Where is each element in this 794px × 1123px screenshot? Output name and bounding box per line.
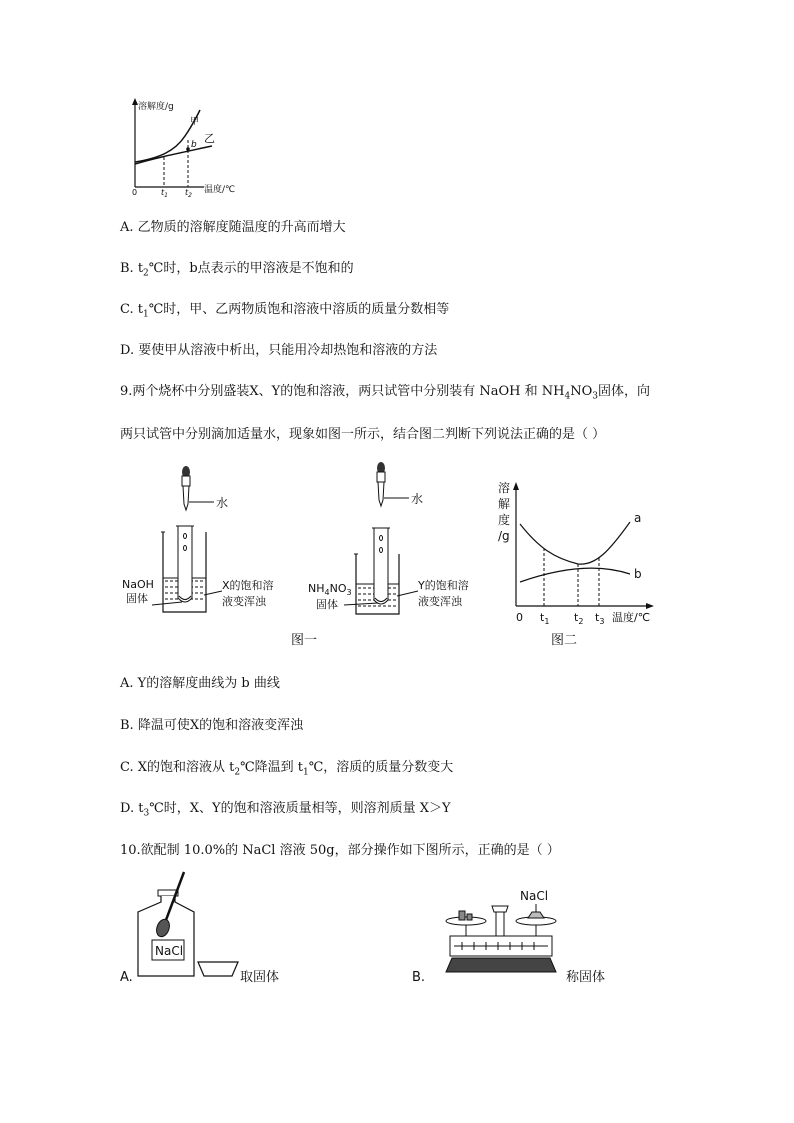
q8-option-a: A. 乙物质的溶解度随温度的升高而增大 — [120, 220, 346, 235]
x-axis-label: 温度/℃ — [204, 185, 236, 195]
y-axis-char-2: 解 — [498, 497, 511, 511]
t1-label: $t_1$ — [161, 188, 168, 199]
option-b-letter: B. — [412, 970, 426, 985]
q9-figure-one — [118, 460, 498, 648]
q8-option-d: D. 要使甲从溶液中析出，只能用冷却热饱和溶液的方法 — [120, 343, 438, 358]
curve-jia-label: 甲 — [190, 117, 200, 127]
q10-option-a-figure — [118, 868, 288, 986]
y-solution-label-1: Y的饱和溶 — [418, 579, 469, 592]
water-label-left: 水 — [216, 496, 229, 510]
q9-option-c: C. X的饱和溶液从 $t_2℃$降温到 $t_1℃$，溶质的质量分数变大 — [120, 760, 454, 778]
nh4no3-label: $NH_4NO_3$ — [308, 582, 352, 597]
q9-option-b: B. 降温可使X的饱和溶液变浑浊 — [120, 718, 304, 733]
figure-two-caption: 图二 — [550, 633, 578, 648]
y-axis-label: 溶解度/g — [138, 102, 174, 112]
x-axis-arrow — [646, 603, 654, 609]
t1-label: $t_1$ — [540, 611, 550, 626]
x-solution-label-1: X的饱和溶 — [222, 579, 274, 592]
y-axis-char-3: 度 — [498, 513, 511, 527]
point-b — [186, 147, 190, 151]
bottle-label: NaCl — [155, 944, 184, 958]
y-solution-pointer — [397, 591, 418, 596]
origin-label: 0 — [516, 611, 523, 624]
balance-scale — [446, 904, 556, 972]
solid-label-right: 固体 — [316, 598, 338, 611]
q8-option-c: C. $t_1℃$时，甲、乙两物质饱和溶液中溶质的质量分数相等 — [120, 302, 450, 320]
t3-label: $t_3$ — [595, 611, 605, 626]
y-axis-char-1: 溶 — [498, 481, 511, 495]
curve-yi-label: 乙 — [204, 132, 215, 145]
curve-a-label: a — [634, 511, 642, 525]
option-a-letter: A. — [120, 970, 133, 985]
figure-one-caption: 图一 — [290, 633, 318, 648]
y-axis-arrow — [513, 482, 519, 490]
q9-figure-two — [494, 478, 664, 648]
option-b-text: 称固体 — [566, 970, 606, 985]
y-solution-label-2: 液变浑浊 — [418, 595, 462, 608]
nh4no3-pointer — [344, 603, 378, 605]
t2-label: $t_2$ — [185, 188, 192, 199]
curve-a — [520, 522, 630, 564]
q9-stem-line2: 两只试管中分别滴加适量水，现象如图一所示，结合图二判断下列说法正确的是（ ） — [120, 427, 606, 442]
test-tube-left — [176, 526, 194, 602]
curve-b-label: b — [634, 567, 642, 581]
x-solution-label-2: 液变浑浊 — [222, 595, 266, 608]
y-axis-char-4: /g — [498, 529, 510, 543]
dropper-left — [182, 466, 190, 510]
naoh-pointer — [152, 602, 182, 605]
option-a-text: 取固体 — [240, 970, 280, 985]
x-solution-pointer — [204, 591, 222, 595]
t2-label: $t_2$ — [574, 611, 584, 626]
dropper-right — [377, 462, 385, 506]
origin-label: 0 — [132, 188, 138, 197]
curve-b — [520, 568, 630, 582]
q10-stem: 10.欲配制 10.0%的 NaCl 溶液 50g，部分操作如下图所示，正确的是（ ） — [120, 843, 560, 858]
q9-option-d: D. $t_3℃$时，X、Y的饱和溶液质量相等，则溶剂质量 X＞Y — [120, 801, 451, 819]
solid-label-left: 固体 — [126, 592, 148, 605]
balance-label: NaCl — [520, 889, 549, 903]
q8-option-b: B. $t_2℃$时，b点表示的甲溶液是不饱和的 — [120, 261, 354, 279]
naoh-label: NaOH — [122, 578, 154, 591]
q9-stem-line1: 9.两个烧杯中分别盛装X、Y的饱和溶液，两只试管中分别装有 NaOH 和 $NH_4NO_3$固体，向 — [120, 384, 651, 402]
test-tube-right — [372, 528, 390, 604]
q9-option-a: A. Y的溶解度曲线为 b 曲线 — [120, 676, 280, 691]
x-axis-label: 温度/℃ — [612, 611, 651, 624]
water-label-right: 水 — [411, 492, 424, 506]
point-b-label: b — [191, 140, 197, 150]
q10-option-b-figure — [410, 884, 610, 988]
weighing-dish — [198, 962, 238, 976]
q8-solubility-chart — [120, 96, 250, 199]
